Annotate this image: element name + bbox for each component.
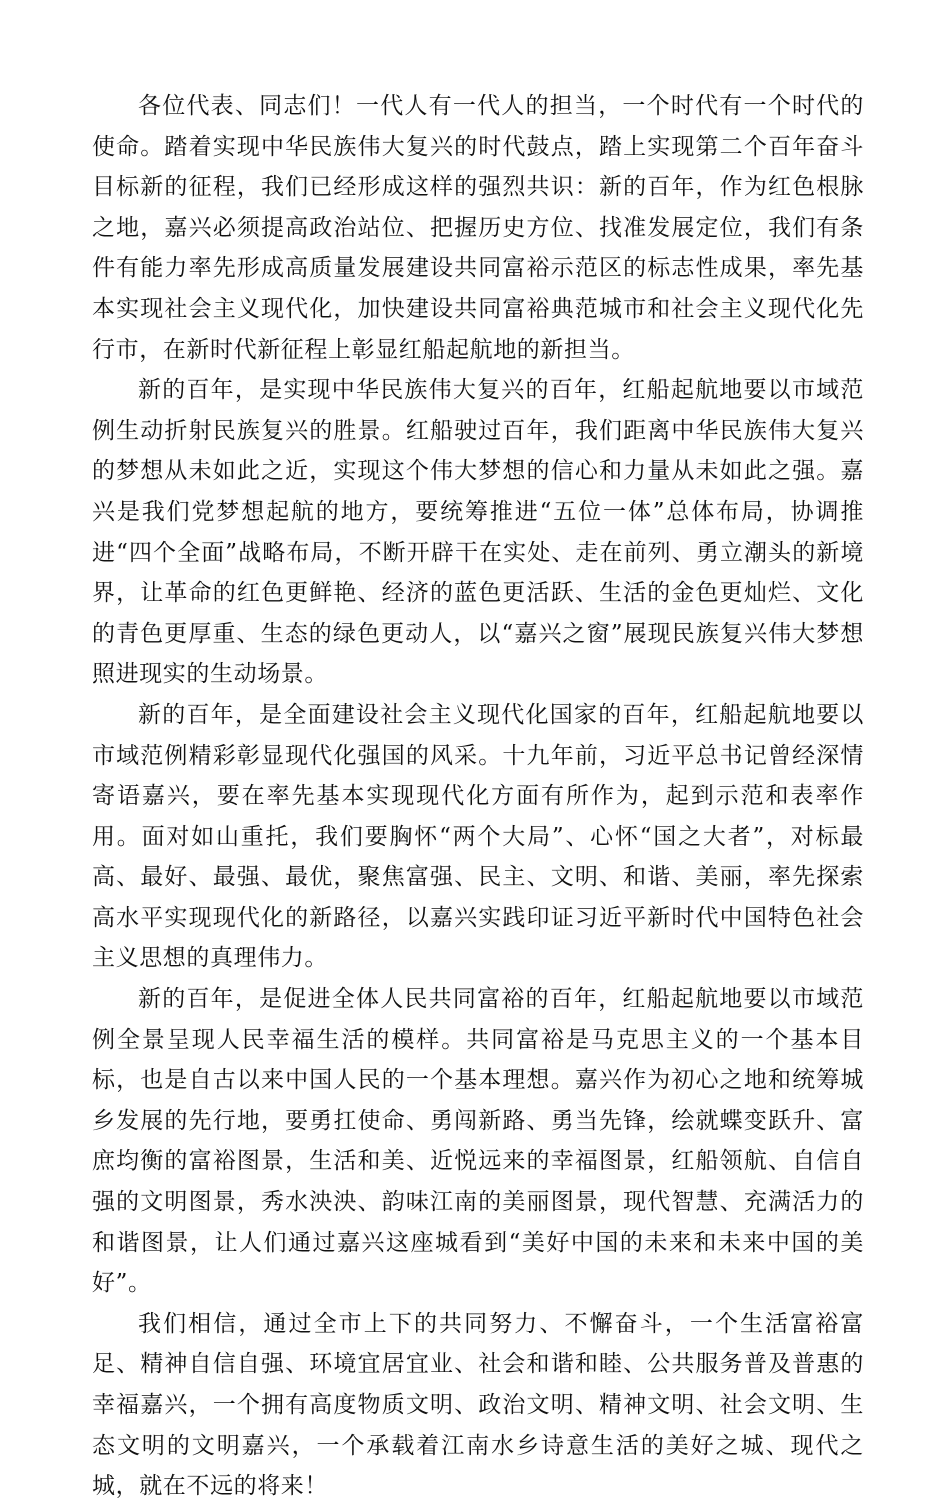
- paragraph-closing: 我们相信，通过全市上下的共同努力、不懈奋斗，一个生活富裕富足、精神自信自强、环境宜居宜业、社会和谐和睦、公共服务普及普惠的幸福嘉兴，一个拥有高度物质文明、政治文明、精神文明、社会文明、生态文明的文明嘉兴，一个承载着江南水乡诗意生活的美好之城、现代之城，就在不远的将来！: [92, 1310, 864, 1500]
- paragraph-common-prosperity: 新的百年，是促进全体人民共同富裕的百年，红船起航地要以市域范例全景呈现人民幸福生活的模样。共同富裕是马克思主义的一个基本目标，也是自古以来中国人民的一个基本理想。嘉兴作为初心之地和统筹城乡发展的先行地，要勇扛使命、勇闯新路、勇当先锋，绘就蝶变跃升、富庶均衡的富裕图景，生活和美、近悦远来的幸福图景，红船领航、自信自强的文明图景，秀水泱泱、韵味江南的美丽图景，现代智慧、充满活力的和谐图景，让人们通过嘉兴这座城看到“美好中国的未来和未来中国的美好”。: [92, 986, 864, 1297]
- document-page: [92, 86, 864, 1507]
- paragraph-national-rejuvenation: 新的百年，是实现中华民族伟大复兴的百年，红船起航地要以市域范例生动折射民族复兴的胜景。红船驶过百年，我们距离中华民族伟大复兴的梦想从未如此之近，实现这个伟大梦想的信心和力量从未如此之强。嘉兴是我们党梦想起航的地方，要统筹推进“五位一体”总体布局，协调推进“四个全面”战略布局，不断开辟干在实处、走在前列、勇立潮头的新境界，让革命的红色更鲜艳、经济的蓝色更活跃、生活的金色更灿烂、文化的青色更厚重、生态的绿色更动人，以“嘉兴之窗”展现民族复兴伟大梦想照进现实的生动场景。: [92, 377, 864, 688]
- paragraph-opening: 各位代表、同志们！一代人有一代人的担当，一个时代有一个时代的使命。踏着实现中华民族伟大复兴的时代鼓点，踏上实现第二个百年奋斗目标新的征程，我们已经形成这样的强烈共识：新的百年，作为红色根脉之地，嘉兴必须提高政治站位、把握历史方位、找准发展定位，我们有条件有能力率先形成高质量发展建设共同富裕示范区的标志性成果，率先基本实现社会主义现代化，加快建设共同富裕典范城市和社会主义现代化先行市，在新时代新征程上彰显红船起航地的新担当。: [92, 93, 864, 363]
- paragraph-modernization: 新的百年，是全面建设社会主义现代化国家的百年，红船起航地要以市域范例精彩彰显现代化强国的风采。十九年前，习近平总书记曾经深情寄语嘉兴，要在率先基本实现现代化方面有所作为，起到示范和表率作用。面对如山重托，我们要胸怀“两个大局”、心怀“国之大者”，对标最高、最好、最强、最优，聚焦富强、民主、文明、和谐、美丽，率先探索高水平实现现代化的新路径，以嘉兴实践印证习近平新时代中国特色社会主义思想的真理伟力。: [92, 701, 864, 972]
